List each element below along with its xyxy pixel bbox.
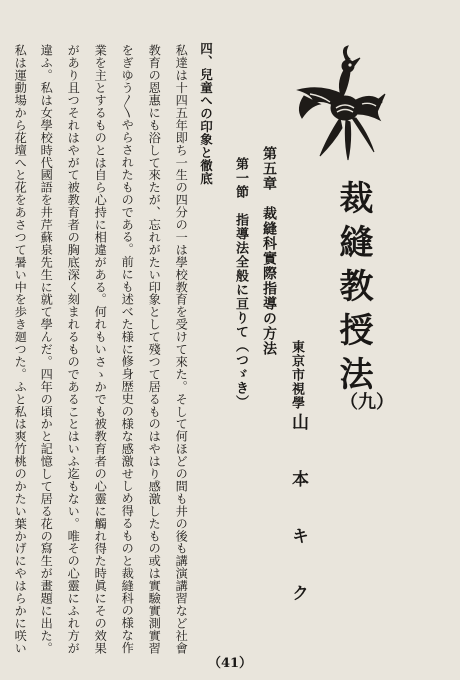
body-line-5: があり且つそれはやがて被教育者の胸底深く刻まれるものであることはいふ迄もない。唯その心靈にふれ方が bbox=[66, 44, 81, 655]
body-line-2: 教育の恩惠にも浴して來たが、忘れがたい印象として殘つて居るものはやはり感激したもの或は實驗實測實習 bbox=[147, 44, 162, 655]
chapter-heading: 第五章 裁縫科實際指導の方法 bbox=[261, 146, 277, 356]
body-line-6: 違ふ。私は女學校時代國語を井芹蘇泉先生に就て學んだ。四年の頃かと記憶して居る花の寫生が畫題に出た。 bbox=[39, 44, 54, 655]
body-line-7: 私は運動場から花壇へと花をあさつて暑い中を歩き廻つた。ふと私は爽竹桃のかたい葉かげにやはらかに咲い bbox=[13, 44, 28, 655]
subsection-heading: 四、兒童への印象と徹底 bbox=[198, 42, 214, 185]
phoenix-emblem-icon bbox=[290, 44, 390, 162]
author-name: 山本キク bbox=[288, 413, 308, 641]
author-affiliation: 東京市視學 bbox=[289, 340, 304, 410]
body-line-1: 私達は十四五年即ち一生の四分の一は學校教育を受けて來た。そして何ほどの間も井の後も講演講習など社會 bbox=[174, 44, 189, 655]
page-number: （41） bbox=[207, 656, 253, 671]
body-line-3: をぎゆう〳〵やらされたものである。前にも述べた様に修身歴史の様な感激せしめ得るものと裁縫科の様な作 bbox=[120, 44, 135, 654]
body-line-4: 業を主とするものとは自ら心持に相違がある。何れもいさゝかでも被教育者の心靈に觸れ得た時眞にその效果 bbox=[93, 44, 108, 655]
article-title: 裁縫教授法 bbox=[333, 180, 373, 400]
section-heading: 第一節 指導法全般に亘りて（つゞき） bbox=[233, 157, 248, 409]
article-number: （九） bbox=[340, 392, 394, 413]
